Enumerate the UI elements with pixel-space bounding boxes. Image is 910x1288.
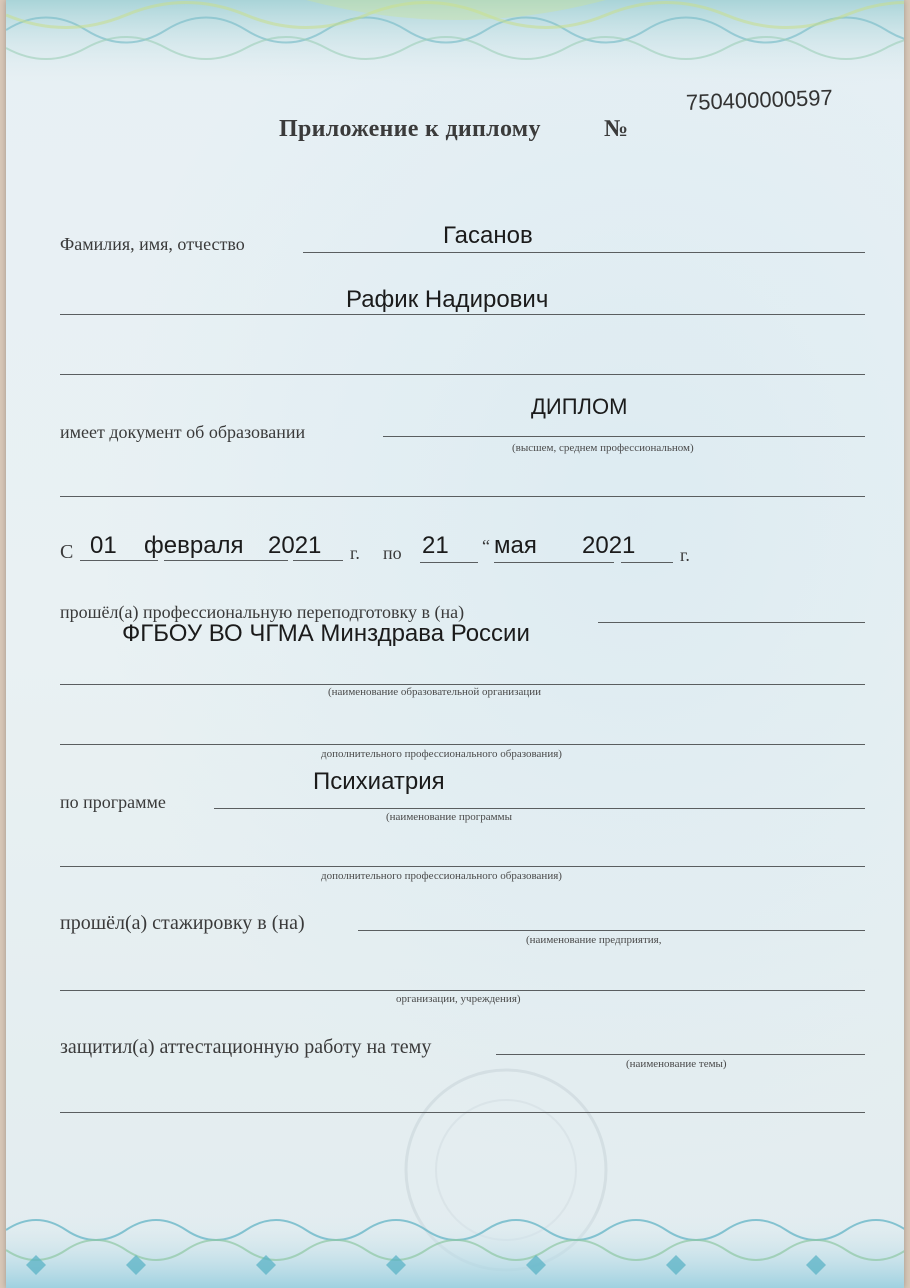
program-line [214,808,865,809]
org-hint-1: (наименование образовательной организации [328,686,542,698]
year-abbrev-2: г. [680,545,690,565]
edu-doc-hint: (высшем, среднем профессиональном) [512,442,694,454]
to-day-line [420,562,478,563]
from-month-line [164,560,288,561]
to-year-value: 2021 [582,532,636,559]
retraining-line [598,622,865,623]
open-quote: “ [482,536,490,556]
thesis-label: защитил(а) аттестационную работу на тему [60,1036,432,1058]
blank-line-1 [60,374,865,375]
edu-doc-value: ДИПЛОМ [531,394,628,419]
document-title: Приложение к диплому [279,116,541,142]
organization-value: ФГБОУ ВО ЧГМА Минздрава России [122,620,530,647]
internship-line [358,930,865,931]
org-hint-2: дополнительного профессионального образования) [321,748,562,760]
decorative-top-border [6,0,904,90]
blank-line-2 [60,496,865,497]
retraining-label: прошёл(а) профессиональную переподготовку в (на) [60,602,465,622]
edu-doc-line [383,436,865,437]
internship-hint-1: (наименование предприятия, [526,934,662,946]
period-to-prefix: по [383,543,402,563]
year-abbrev-1: г. [350,543,360,563]
from-day-line [80,560,158,561]
to-year-line [621,562,673,563]
decorative-bottom-border [6,1210,904,1288]
number-sign: № [604,116,629,142]
program-value: Психиатрия [313,768,445,795]
organization-line-2 [60,744,865,745]
program-label: по программе [60,792,166,812]
from-month-value: февраля [144,532,244,559]
from-day-value: 01 [90,532,117,559]
to-day-value: 21 [422,532,449,559]
internship-hint-2: организации, учреждения) [396,993,521,1005]
given-names-value: Рафик Надирович [346,286,549,313]
from-year-value: 2021 [268,532,322,559]
thesis-line [496,1054,865,1055]
surname-value: Гасанов [443,222,533,249]
fio-line [303,252,865,253]
program-line-2 [60,866,865,867]
fio-label: Фамилия, имя, отчество [60,234,245,254]
thesis-hint: (наименование темы) [626,1058,727,1070]
internship-label: прошёл(а) стажировку в (на) [60,912,305,934]
edu-doc-label: имеет документ об образовании [60,422,306,442]
period-from-prefix: С [60,541,74,563]
thesis-line-2 [60,1112,865,1113]
to-month-line [494,562,614,563]
from-year-line [293,560,343,561]
to-month-value: мая [494,532,537,559]
document-number: 750400000597 [685,84,834,115]
program-hint-1: (наименование программы [386,811,512,823]
internship-line-2 [60,990,865,991]
program-hint-2: дополнительного профессионального образования) [321,870,562,882]
organization-line [60,684,865,685]
document-sheet [6,0,904,1288]
given-names-line [60,314,865,315]
